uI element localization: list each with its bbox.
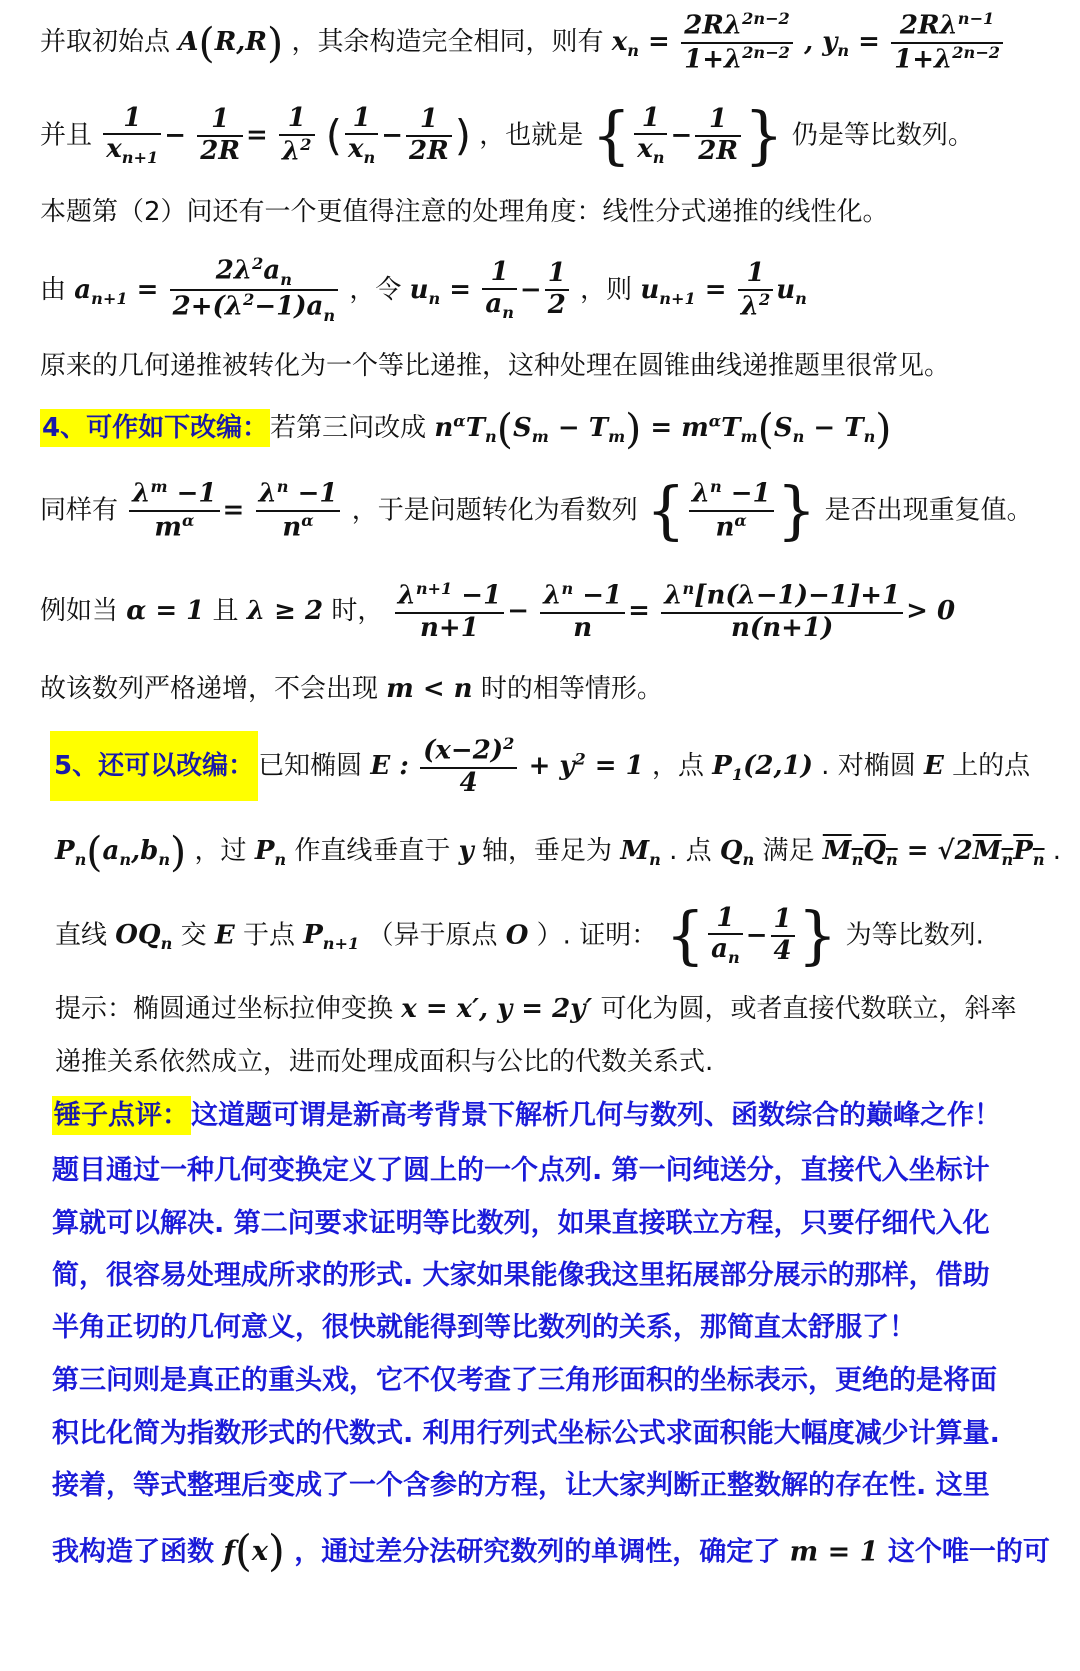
comment-text: 题目通过一种几何变换定义了圆上的一个点列. 第一问纯送分，直接代入坐标计 xyxy=(52,1155,990,1186)
text: 且 xyxy=(212,596,239,627)
fraction: $\frac{1}{a_n}$ xyxy=(482,258,517,323)
text: 提示：椭圆通过坐标拉伸变换 xyxy=(55,994,394,1024)
text: 为等比数列. xyxy=(845,920,984,951)
text: 原来的几何递推被转化为一个等比递推，这种处理在圆锥曲线递推题里很常见。 xyxy=(40,351,951,381)
text: ，则 xyxy=(580,274,633,305)
comment-label: 锤子点评： xyxy=(52,1096,191,1135)
text: ，过 xyxy=(194,835,247,866)
fraction: $\frac{1}{2R}$ xyxy=(406,105,452,167)
comment-line-7 xyxy=(52,1470,990,1501)
line-14 xyxy=(55,1048,713,1078)
text: 并且 xyxy=(40,120,93,151)
fraction: $\frac{1}{2}$ xyxy=(545,259,569,321)
comment-line-6 xyxy=(52,1418,1000,1449)
comment-line-4 xyxy=(52,1312,916,1343)
fraction: $\frac{1}{4}$ xyxy=(771,905,795,967)
math-equation: $n^\alpha T_n(S_m - T_m) = m^\alpha T_m(S_n - T_n)$ xyxy=(434,404,892,453)
text: 直线 xyxy=(55,920,108,951)
comment-text: 积比化简为指数形式的代数式. 利用行列式坐标公式求面积能大幅度减少计算量. xyxy=(52,1418,1000,1449)
comment-text: 接着，等式整理后变成了一个含参的方程，让大家判断正整数解的存在性. 这里 xyxy=(52,1470,990,1501)
fraction: $\frac{1}{x_n}$ xyxy=(345,104,378,169)
comment-line-3 xyxy=(52,1260,990,1291)
fraction: $\frac{1}{2R}$ xyxy=(695,105,741,167)
math-xn: $x_n$ = xyxy=(611,27,670,61)
line-4: 由 $a_{n+1}$ = $\frac{2\lambda^2a_n}{2+(\lambda^2-1)a_n}$ ，令 $u_n$ = $\frac{1}{a_n}$ − $\frac{1}{2}$ ，则 $u_{n+1}$ = $\frac{1}{\lambda^2}$ $u_n$ xyxy=(40,254,807,326)
text: （异于原点 xyxy=(367,920,498,951)
text: 轴，垂足为 xyxy=(482,835,613,866)
fraction: $\frac{1}{2R}$ xyxy=(197,105,243,167)
text: 已知椭圆 xyxy=(258,751,363,782)
fraction-yn: $\frac{2R\lambda^{n-1}}{1+\lambda^{2n-2}}$ xyxy=(891,10,1003,75)
fraction: $\frac{1}{\lambda^2}$ xyxy=(279,104,314,167)
text: 若第三问改成 xyxy=(270,412,427,443)
text: 仍是等比数列。 xyxy=(791,120,974,151)
text: ）. 证明： xyxy=(536,920,658,951)
text: 例如当 xyxy=(40,596,119,627)
fraction: $\frac{(x-2)^2}{4}$ xyxy=(420,735,517,798)
comment-text: 这个唯一的可 xyxy=(887,1536,1050,1568)
text: ，点 xyxy=(652,751,705,782)
fraction: $\frac{\lambda^n -1}{n^\alpha}$ xyxy=(256,478,341,543)
comment-line-0 xyxy=(52,1100,1001,1131)
math-yn: , $y_n$ = xyxy=(804,27,880,61)
fraction: $\frac{1}{x_{n+1}}$ xyxy=(103,104,161,169)
comment-text: 我构造了函数 xyxy=(52,1536,214,1568)
comment-text: 第三问则是真正的重头戏，它不仅考查了三角形面积的坐标表示，更绝的是将面 xyxy=(52,1365,997,1396)
line-10: 5、还可以改编： 已知椭圆 E : $\frac{(x-2)^2}{4}$ + $y^2 = 1$ ，点 $P_1(2,1)$ . 对椭圆 E 上的点 xyxy=(50,735,1030,798)
text: 故该数列严格递增，不会出现 xyxy=(40,674,379,704)
text: 作直线垂直于 xyxy=(294,835,451,866)
highlight-label: 4、可作如下改编： xyxy=(40,409,270,447)
fraction: $\frac{2\lambda^2a_n}{2+(\lambda^2-1)a_n}$ xyxy=(170,255,338,326)
line-3 xyxy=(40,198,889,228)
comment-line-1 xyxy=(52,1155,990,1186)
fraction: $\frac{\lambda^n -1}{n}$ xyxy=(540,580,625,643)
text: 时， xyxy=(331,596,384,627)
fraction: $\frac{1}{x_n}$ xyxy=(634,104,667,169)
text: 交 xyxy=(180,920,207,951)
text: 由 xyxy=(40,274,67,305)
comment-text: 算就可以解决. 第二问要求证明等比数列，如果直接联立方程，只要仔细代入化 xyxy=(52,1208,990,1239)
text: 并取初始点 xyxy=(40,27,171,58)
fraction: $\frac{\lambda^m -1}{m^\alpha}$ xyxy=(129,478,219,543)
text: 可化为圆，或者直接代数联立，斜率 xyxy=(600,994,1017,1024)
line-1 xyxy=(40,10,1006,75)
comment-line-5 xyxy=(52,1365,997,1396)
line-9: 故该数列严格递增，不会出现 m < n 时的相等情形。 xyxy=(40,674,663,704)
fraction: $\frac{\lambda^{n+1} -1}{n+1}$ xyxy=(395,580,505,643)
line-13: 提示：椭圆通过坐标拉伸变换 x = x′, y = 2y′ 可化为圆，或者直接代数联立，斜率 xyxy=(55,994,1017,1024)
comment-text: 这道题可谓是新高考背景下解析几何与数列、函数综合的巅峰之作！ xyxy=(191,1100,1001,1131)
text: . xyxy=(1052,835,1062,866)
line-11: $P_n(a_n,b_n)$ ，过 $P_n$ 作直线垂直于 y 轴，垂足为 $M_n$ . 点 $Q_n$ 满足 $M_nQ_n = √2M_nP_n$ . xyxy=(55,827,1062,876)
comment-line-8: 我构造了函数 f(x) ，通过差分法研究数列的单调性，确定了 m = 1 这个唯一的可 xyxy=(52,1527,1050,1577)
text: ，令 xyxy=(349,274,402,305)
math-point: A(R,R) xyxy=(178,18,284,68)
line-8: 例如当 α = 1 且 λ ≥ 2 时， $\frac{\lambda^{n+1} -1}{n+1}$ − $\frac{\lambda^n -1}{n}$ = $\frac{\lambda^n[n(\lambda-1)-1]+1}{n(n+1)}$ > 0 xyxy=(40,579,956,643)
comment-line-2 xyxy=(52,1208,990,1239)
line-12: 直线 $OQ_n$ 交 E 于点 $P_{n+1}$ （异于原点 O ）. 证明： { $\frac{1}{a_n}$ − $\frac{1}{4}$ } 为等比数列. xyxy=(55,899,984,972)
text: ，其余构造完全相同，则有 xyxy=(291,27,604,58)
fraction: $\frac{\lambda^n[n(\lambda-1)-1]+1}{n(n+1)}$ xyxy=(661,580,903,643)
text: . 对椭圆 xyxy=(821,751,916,782)
text: . 点 xyxy=(669,835,712,866)
text: 满足 xyxy=(762,835,815,866)
fraction: $\frac{1}{\lambda^2}$ xyxy=(738,259,773,322)
text: ，于是问题转化为看数列 xyxy=(351,495,638,526)
comment-text: ，通过差分法研究数列的单调性，确定了 xyxy=(294,1536,781,1568)
text: 本题第（2）问还有一个更值得注意的处理角度：线性分式递推的线性化。 xyxy=(40,197,889,227)
highlight-label: 5、还可以改编： xyxy=(50,731,258,801)
text: 于点 xyxy=(242,920,295,951)
comment-text: 简，很容易处理成所求的形式. 大家如果能像我这里拓展部分展示的那样，借助 xyxy=(52,1260,990,1291)
line-5 xyxy=(40,352,950,382)
text: 是否出现重复值。 xyxy=(824,495,1033,526)
text: 递推关系依然成立，进而处理成面积与公比的代数关系式. xyxy=(55,1047,714,1077)
text: ，也就是 xyxy=(479,120,584,151)
text: 同样有 xyxy=(40,495,119,526)
fraction-xn: $\frac{2R\lambda^{2n-2}}{1+\lambda^{2n-2}}$ xyxy=(681,10,793,75)
line-2: 并且 $\frac{1}{x_{n+1}}$ − $\frac{1}{2R}$ = $\frac{1}{\lambda^2}$ ( $\frac{1}{x_n}$ − $\frac{1}{2R}$ ) ，也就是 { $\frac{1}{x_n}$ − $\frac{1}{2R}$ } 仍是等比数列。 xyxy=(40,99,974,172)
text: 上的点 xyxy=(952,751,1031,782)
fraction: $\frac{\lambda^n -1}{n^\alpha}$ xyxy=(689,478,774,543)
fraction: $\frac{1}{a_n}$ xyxy=(708,904,743,969)
line-7: 同样有 $\frac{\lambda^m -1}{m^\alpha}$ = $\frac{\lambda^n -1}{n^\alpha}$ ，于是问题转化为看数列 { $\frac{\lambda^n -1}{n^\alpha}$ } 是否出现重复值。 xyxy=(40,474,1033,547)
text: 时的相等情形。 xyxy=(480,674,663,704)
line-6 xyxy=(40,405,892,453)
comment-text: 半角正切的几何意义，很快就能得到等比数列的关系，那简直太舒服了！ xyxy=(52,1312,916,1343)
